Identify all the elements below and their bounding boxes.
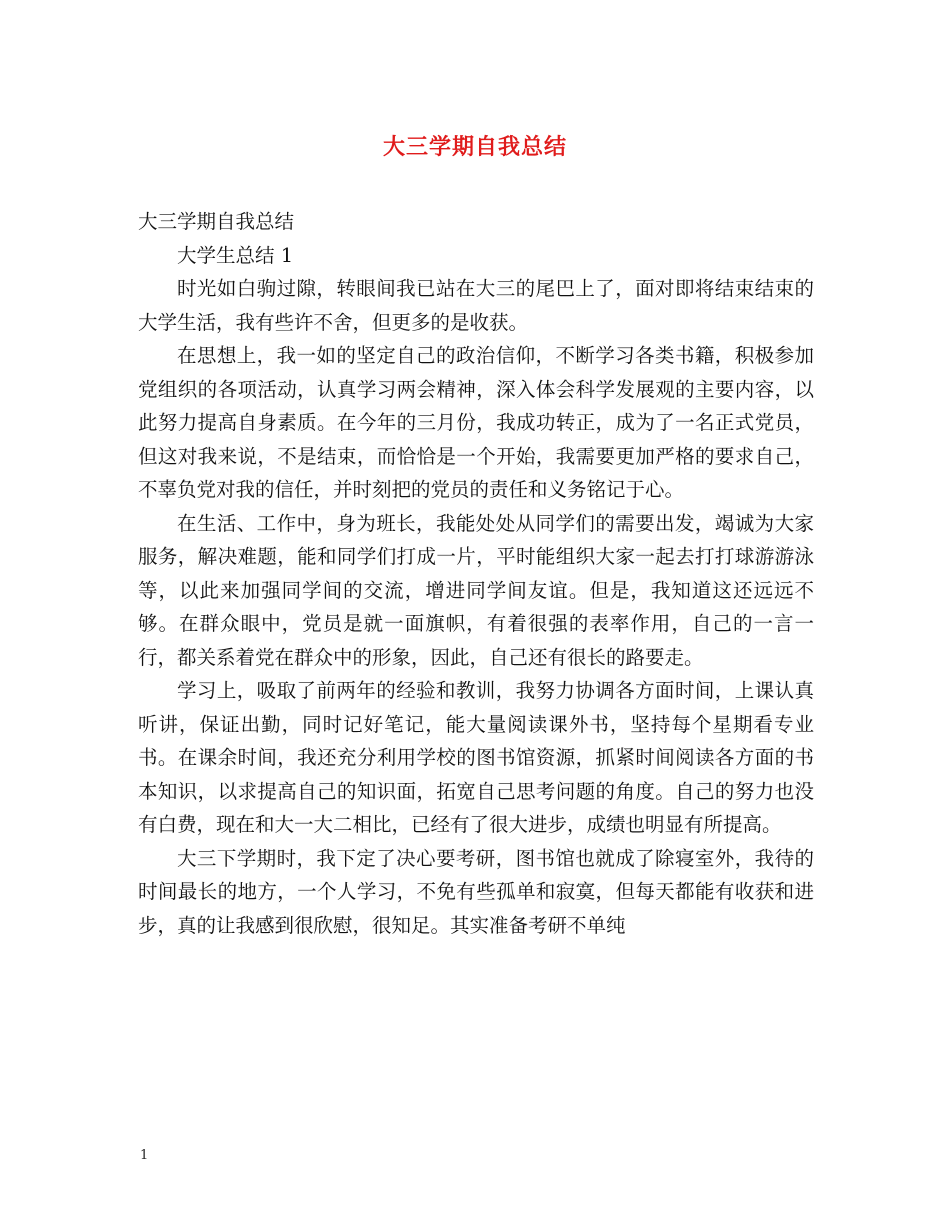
paragraph-subheading: 大学生总结 1 bbox=[177, 243, 294, 267]
paragraph-thought: 在思想上，我一如的坚定自己的政治信仰，不断学习各类书籍，积极参加党组织的各项活动，认真学习两会精神，深入体会科学发展观的主要内容，以此努力提高自身素质。在今年的三月份，我成功转正，成为了一名正式党员，但这对我来说，不是结束，而恰恰是一个开始，我需要更加严格的要求自己，不辜负党对我的信任，并时刻把的党员的责任和义务铭记于心。 bbox=[138, 344, 814, 501]
paragraph-exam-prep: 大三下学期时，我下定了决心要考研，图书馆也就成了除寝室外，我待的时间最长的地方，一个人学习，不免有些孤单和寂寞，但每天都能有收获和进步，真的让我感到很欣慰，很知足。其实准备考研不单纯 bbox=[138, 846, 814, 937]
document-title: 大三学期自我总结 bbox=[382, 134, 567, 160]
paragraph-intro: 时光如白驹过隙，转眼间我已站在大三的尾巴上了，面对即将结束结束的大学生活，我有些许不舍，但更多的是收获。 bbox=[138, 277, 814, 334]
page-number: 1 bbox=[140, 1148, 149, 1163]
paragraph-study: 学习上，吸取了前两年的经验和教训，我努力协调各方面时间，上课认真听讲，保证出勤，同时记好笔记，能大量阅读课外书，坚持每个星期看专业书。在课余时间，我还充分利用学校的图书馆资源，抓紧时间阅读各方面的书本知识，以求提高自己的知识面，拓宽自己思考问题的角度。自己的努力也没有白费，现在和大一大二相比，已经有了很大进步，成绩也明显有所提高。 bbox=[138, 679, 814, 836]
paragraph-heading: 大三学期自我总结 bbox=[138, 210, 295, 233]
document-body bbox=[138, 205, 814, 942]
paragraph-life-work: 在生活、工作中，身为班长，我能处处从同学们的需要出发，竭诚为大家服务，解决难题，能和同学们打成一片，平时能组织大家一起去打打球游游泳等，以此来加强同学间的交流，增进同学间友谊。但是，我知道这还远远不够。在群众眼中，党员是就一面旗帜，有着很强的表率作用，自己的一言一行，都关系着党在群众中的形象，因此，自己还有很长的路要走。 bbox=[138, 511, 814, 669]
